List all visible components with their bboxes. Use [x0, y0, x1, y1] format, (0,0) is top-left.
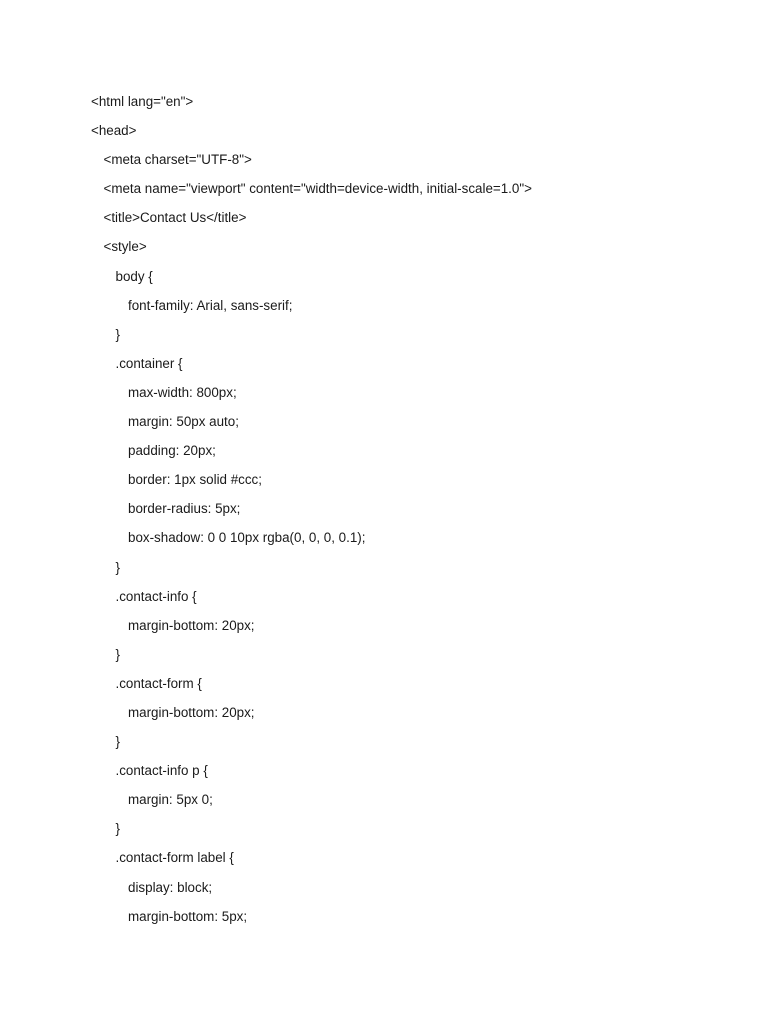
code-line: } [115, 734, 120, 750]
code-line: .contact-form { [115, 675, 202, 691]
code-line: padding: 20px; [128, 443, 216, 459]
code-line: <meta name="viewport" content="width=device-width, initial-scale=1.0"> [103, 181, 532, 197]
code-line: <html lang="en"> [91, 94, 194, 109]
code-line: } [115, 326, 120, 342]
code-line: display: block; [128, 879, 213, 895]
code-line: } [115, 821, 120, 837]
code-line: font-family: Arial, sans-serif; [128, 297, 293, 313]
code-line: <style> [103, 239, 147, 255]
code-line: margin-bottom: 20px; [128, 704, 255, 720]
code-line: margin-bottom: 5px; [128, 908, 248, 924]
code-line: margin: 5px 0; [128, 792, 213, 808]
code-line: border: 1px solid #ccc; [128, 472, 262, 488]
code-listing [91, 92, 731, 936]
code-line: <title>Contact Us</title> [103, 210, 247, 226]
code-line: body { [115, 268, 153, 284]
code-line: } [115, 646, 120, 662]
code-line: margin: 50px auto; [128, 414, 239, 430]
code-line: } [115, 559, 120, 575]
code-line: .container { [115, 355, 183, 371]
code-line: .contact-form label { [115, 850, 234, 866]
code-line: border-radius: 5px; [128, 501, 241, 517]
code-line: .contact-info { [115, 588, 197, 604]
code-line: <meta charset="UTF-8"> [103, 152, 252, 168]
code-line: margin-bottom: 20px; [128, 617, 255, 633]
code-line: max-width: 800px; [128, 384, 237, 400]
code-line: box-shadow: 0 0 10px rgba(0, 0, 0, 0.1); [128, 530, 366, 546]
code-line: <head> [91, 123, 137, 139]
code-line: .contact-info p { [115, 763, 208, 779]
